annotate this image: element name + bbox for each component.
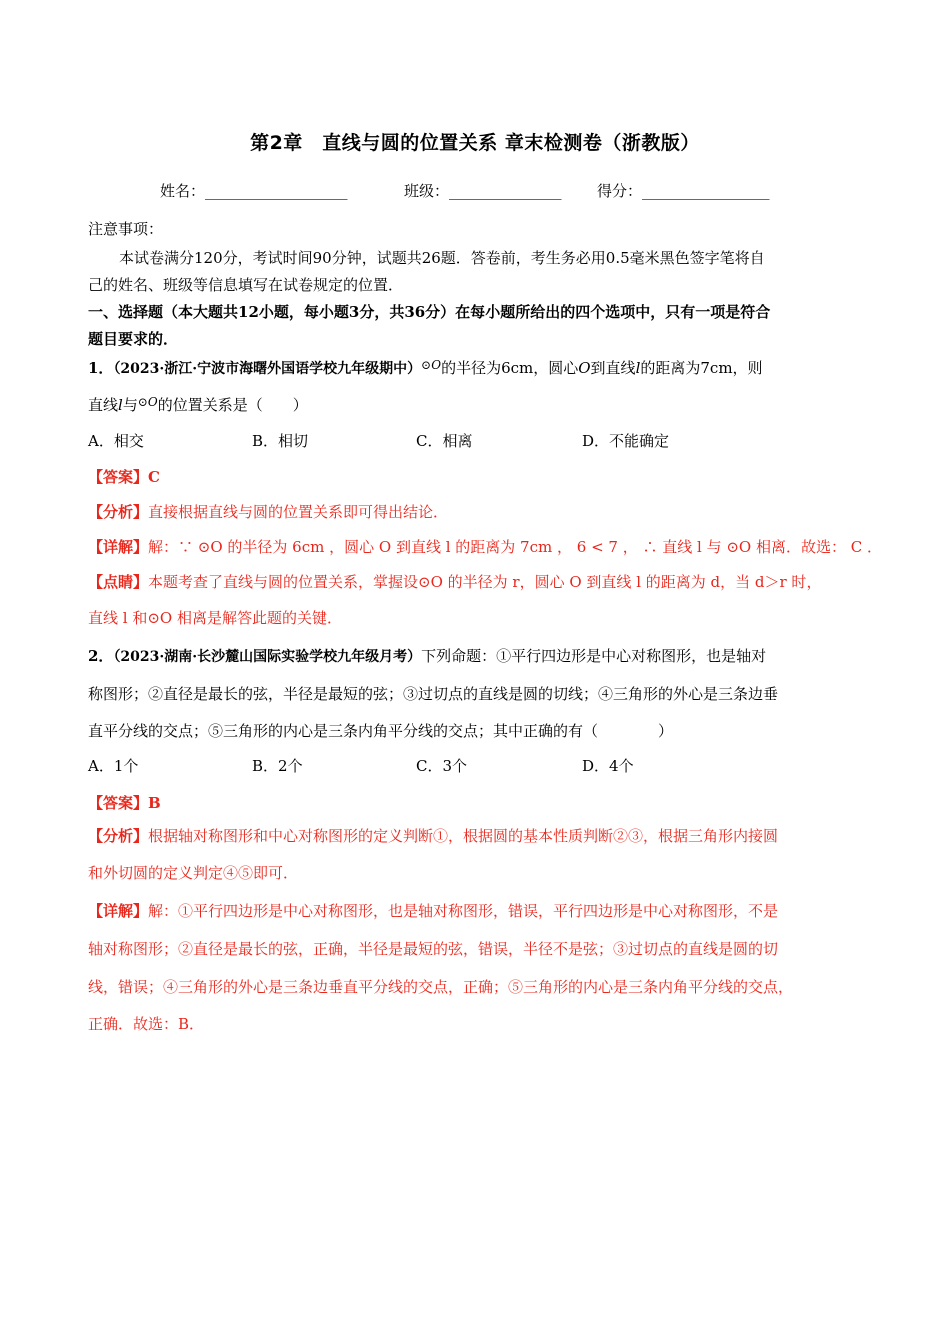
question-number: 1． [88,359,114,377]
q1-detail: 【详解】解：∵ ⊙O 的半径为 6cm ，圆心 O 到直线 l 的距离为 7cm ， 6 < 7 ， ∴ 直线 l 与 ⊙O 相离．故选： C ． [88,538,883,556]
question-source: （2023·浙江·宁波市海曙外国语学校九年级期中） [113,361,422,377]
question-1-stem-line-1: 1．（2023·浙江·宁波市海曙外国语学校九年级期中）$^{⊙O}$的半径为6cm，圆心O到直线l的距离为7cm，则 [88,358,763,377]
score-field: 得分：_________________ [597,182,770,200]
q2-analysis-line-2: 和外切圆的定义判定④⑤即可． [88,864,299,882]
q2-detail-line-2: 轴对称图形；②直径是最长的弦，正确，半径是最短的弦，错误，半径不是弦；③过切点的直线是圆的切 [88,940,779,958]
q2-analysis-line-1: 【分析】根据轴对称图形和中心对称图形的定义判断①，根据圆的基本性质判断②③，根据三角形内接圆 [88,827,779,845]
q2-detail-line-1: 【详解】解：①平行四边形是中心对称图形，也是轴对称图形，错误，平行四边形是中心对称图形，不是 [88,902,779,920]
q1-option-b: B．相切 [252,432,309,450]
question-2-stem-line-3: 直平分线的交点；⑤三角形的内心是三条内角平分线的交点；其中正确的有（ ） [88,722,674,740]
q2-answer: 【答案】B [88,794,161,812]
notes-heading: 注意事项： [88,220,164,238]
q1-option-c: C．相离 [416,432,473,450]
page-title: 第2章 直线与圆的位置关系 章末检测卷（浙教版） [250,132,700,154]
question-number: 2． [88,647,114,665]
name-field: 姓名：___________________ [160,182,348,200]
q2-detail-line-4: 正确．故选：B． [88,1015,205,1033]
q2-option-a: A．1个 [88,757,139,775]
notes-line-1: 本试卷满分120分，考试时间90分钟，试题共26题．答卷前，考生务必用0.5毫米黑色签字笔将自 [119,249,765,267]
q1-comment-line-2: 直线 l 和⊙O 相离是解答此题的关键． [88,609,342,627]
question-2-stem-line-2: 称图形；②直径是最长的弦，半径是最短的弦；③过切点的直线是圆的切线；④三角形的外心是三条边垂 [88,685,779,703]
question-1-stem-line-2: 直线l与$^{⊙O}$的位置关系是（ ） [88,395,308,414]
q2-detail-line-3: 线，错误；④三角形的外心是三条边垂直平分线的交点，正确；⑤三角形的内心是三条内角平分线的交点， [88,978,794,996]
class-field: 班级：_______________ [404,182,562,200]
notes-line-2: 己的姓名、班级等信息填写在试卷规定的位置． [88,276,404,294]
q1-comment-line-1: 【点睛】本题考查了直线与圆的位置关系，掌握设⊙O 的半径为 r，圆心 O 到直线 l 的距离为 d，当 d＞r 时， [88,573,822,591]
q2-option-b: B．2个 [252,757,303,775]
q2-option-d: D．4个 [582,757,634,775]
q1-answer: 【答案】C [88,468,160,486]
question-source: （2023·湖南·长沙麓山国际实验学校九年级月考） [113,649,422,665]
q1-option-a: A．相交 [88,432,144,450]
q1-analysis: 【分析】直接根据直线与圆的位置关系即可得出结论． [88,503,449,521]
q1-option-d: D．不能确定 [582,432,670,450]
q2-option-c: C．3个 [416,757,468,775]
section-heading-2: 题目要求的． [88,330,179,348]
section-heading-1: 一、选择题（本大题共12小题，每小题3分，共36分）在每小题所给出的四个选项中，只有一项是符合 [88,303,771,321]
question-2-stem-line-1: 2．（2023·湖南·长沙麓山国际实验学校九年级月考）下列命题：①平行四边形是中心对称图形，也是轴对 [88,647,767,665]
